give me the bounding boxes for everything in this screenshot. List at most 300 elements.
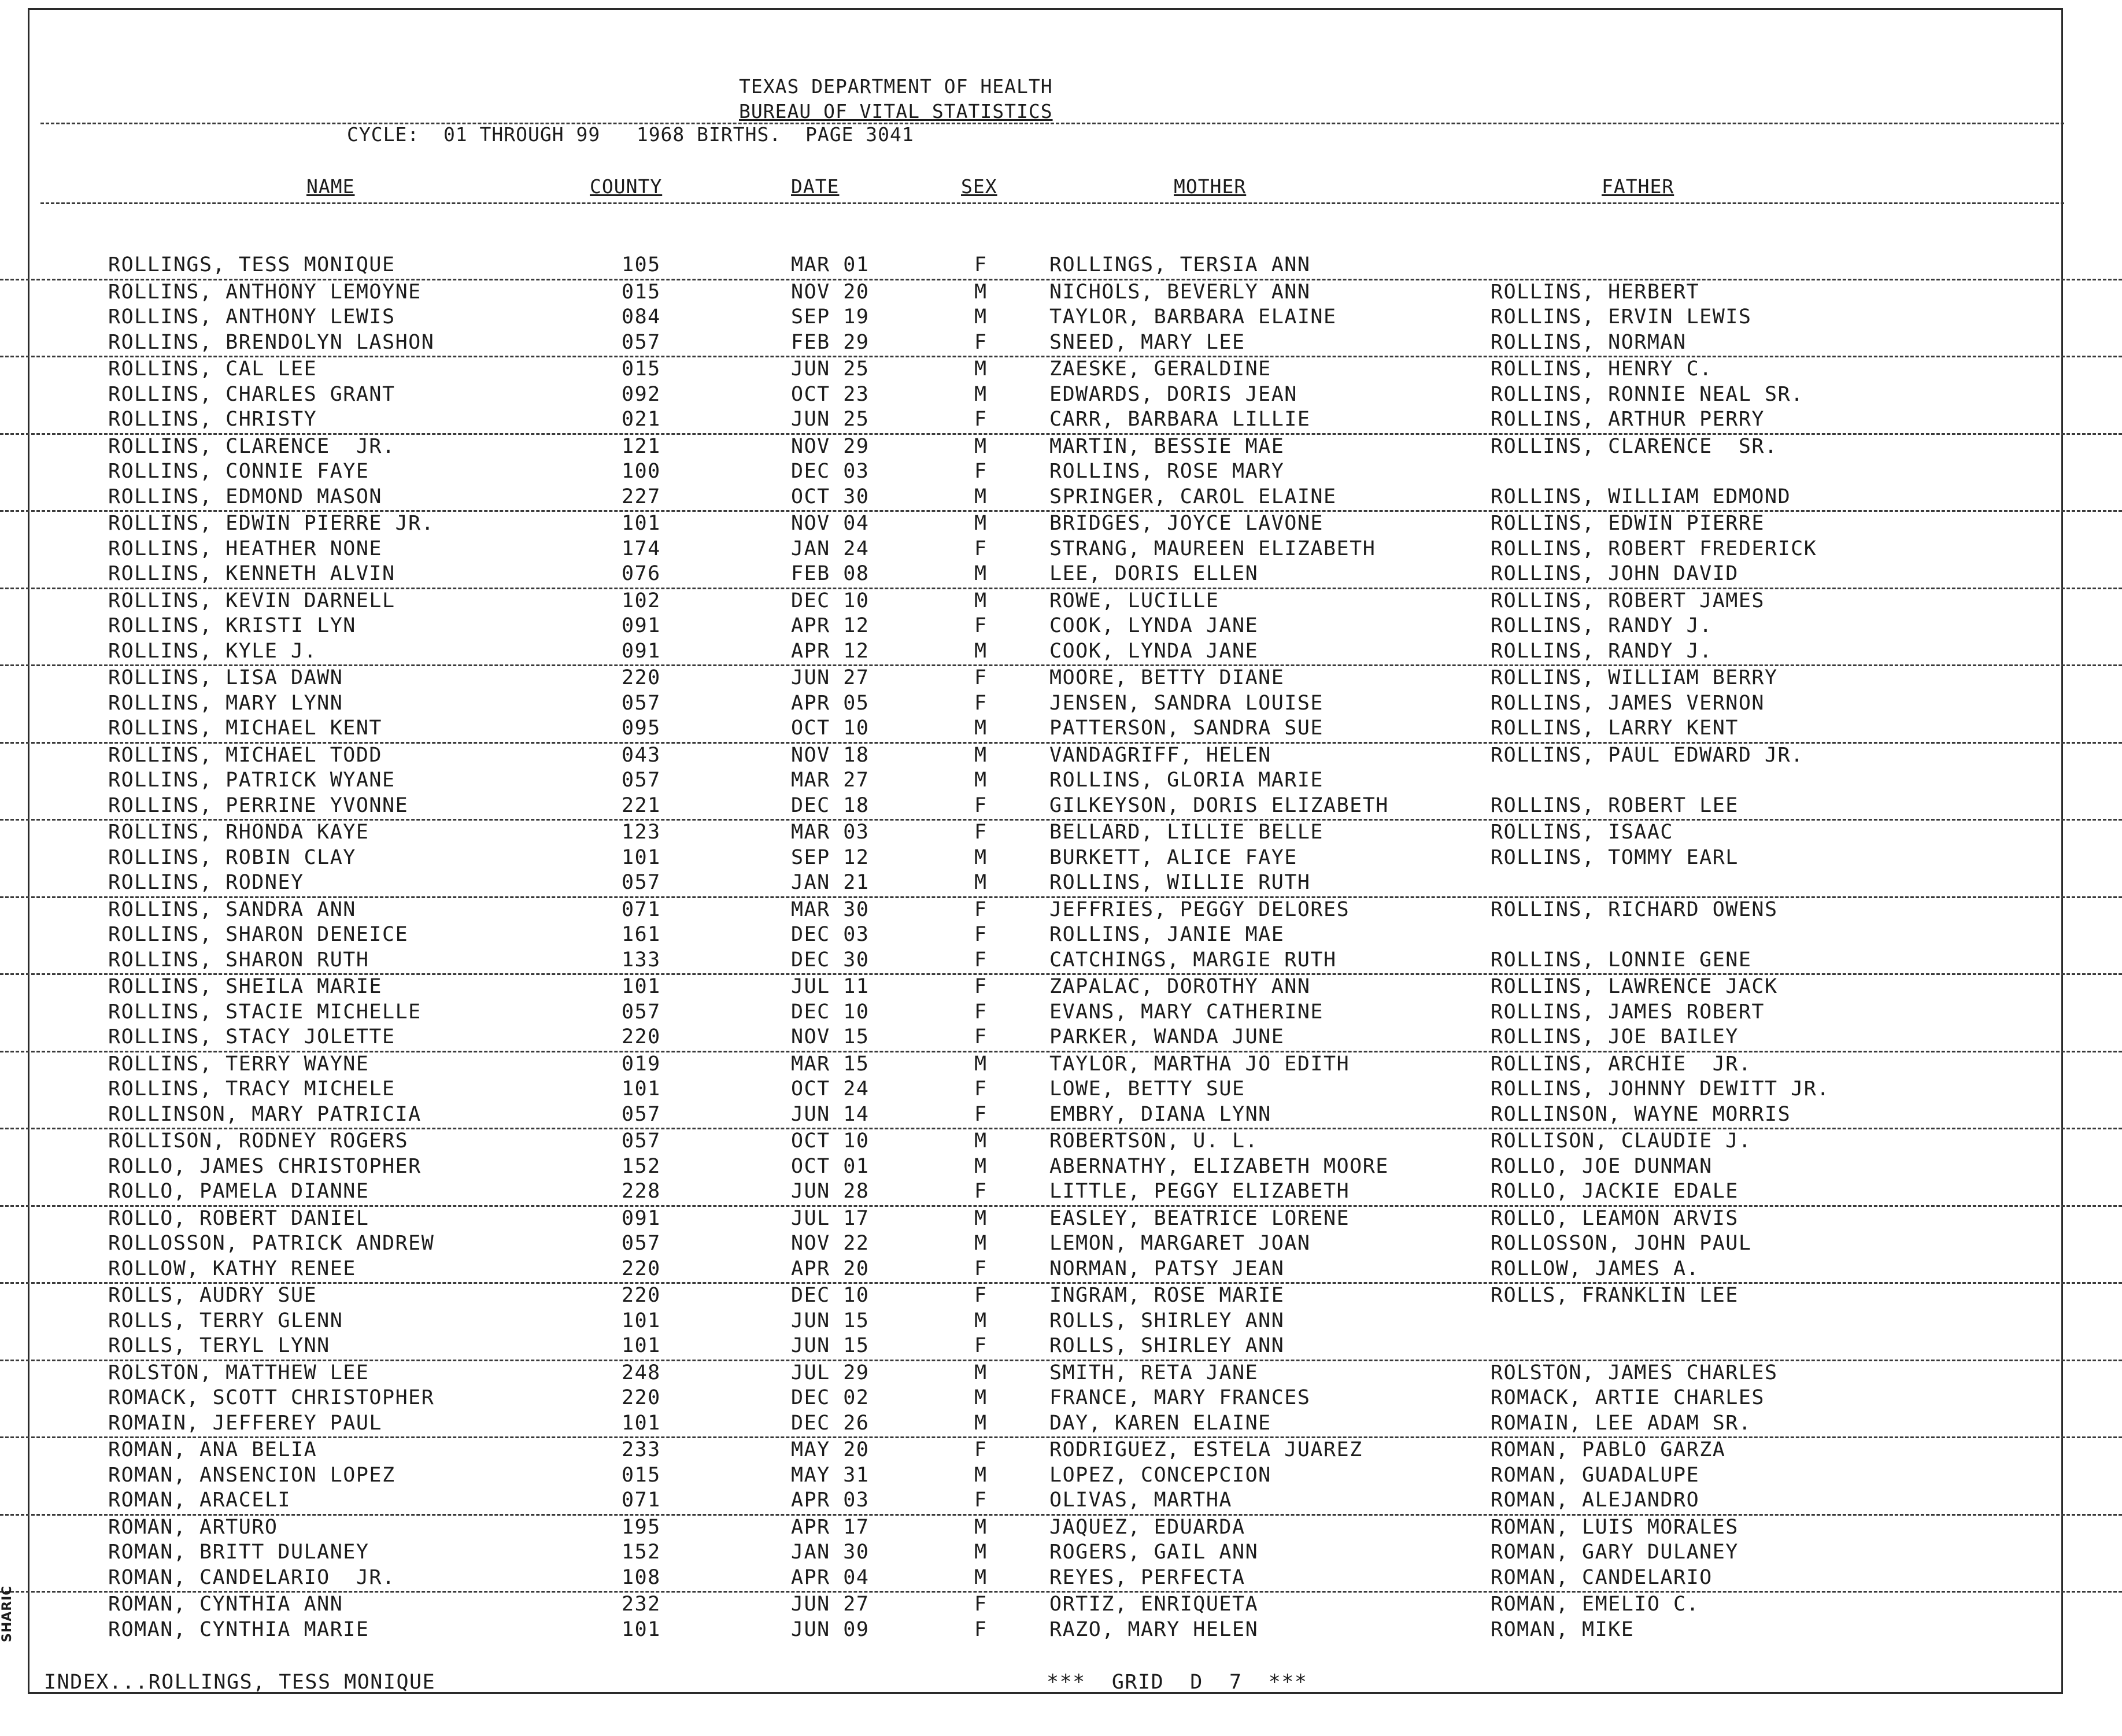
- record-county: 015: [622, 1463, 661, 1487]
- record-sex: F: [974, 1438, 988, 1461]
- record-name: ROMAN, CANDELARIO JR.: [108, 1565, 395, 1589]
- record-row: [0, 253, 2122, 280]
- record-date: OCT 24: [791, 1077, 870, 1100]
- record-sex: M: [974, 845, 988, 869]
- record-date: NOV 15: [791, 1025, 870, 1048]
- record-row: [0, 1516, 2122, 1541]
- record-row: [0, 846, 2122, 871]
- record-date: MAY 31: [791, 1463, 870, 1487]
- record-date: NOV 04: [791, 512, 870, 535]
- record-sex: F: [974, 1488, 988, 1512]
- record-sex: F: [974, 330, 988, 354]
- record-father: ROLLINS, HERBERT: [1491, 280, 1700, 304]
- record-mother: EASLEY, BEATRICE LORENE: [1049, 1206, 1350, 1230]
- record-row: [0, 1618, 2122, 1643]
- record-name: ROLLINS, ANTHONY LEWIS: [108, 305, 395, 328]
- record-mother: EDWARDS, DORIS JEAN: [1049, 382, 1297, 406]
- record-sex: M: [974, 305, 988, 328]
- record-county: 057: [622, 769, 661, 792]
- record-county: 101: [622, 1309, 661, 1332]
- record-sex: F: [974, 1000, 988, 1024]
- record-sex: F: [974, 1257, 988, 1280]
- record-name: ROLLS, TERYL LYNN: [108, 1334, 330, 1357]
- record-father: ROLSTON, JAMES CHARLES: [1491, 1361, 1778, 1384]
- record-county: 161: [622, 923, 661, 946]
- record-mother: MARTIN, BESSIE MAE: [1049, 434, 1285, 458]
- record-name: ROLLINS, RODNEY: [108, 871, 304, 894]
- record-mother: SNEED, MARY LEE: [1049, 330, 1245, 354]
- record-father: ROLLINS, LARRY KENT: [1491, 716, 1739, 740]
- record-mother: ROLLS, SHIRLEY ANN: [1049, 1334, 1285, 1357]
- record-sex: M: [974, 1515, 988, 1539]
- record-mother: LOPEZ, CONCEPCION: [1049, 1463, 1271, 1487]
- record-father: ROLLINSON, WAYNE MORRIS: [1491, 1102, 1791, 1126]
- record-sex: M: [974, 512, 988, 535]
- record-county: 057: [622, 691, 661, 715]
- record-row: [0, 923, 2122, 948]
- record-row: [0, 1207, 2122, 1232]
- record-date: DEC 10: [791, 1284, 870, 1307]
- record-date: DEC 10: [791, 1000, 870, 1024]
- record-mother: NICHOLS, BEVERLY ANN: [1049, 280, 1311, 304]
- grid-footer: *** GRID D 7 ***: [1047, 1671, 1308, 1694]
- record-name: ROLLINS, STACY JOLETTE: [108, 1025, 395, 1048]
- record-row: [0, 692, 2122, 717]
- record-sex: F: [974, 537, 988, 560]
- record-mother: EVANS, MARY CATHERINE: [1049, 1000, 1324, 1024]
- record-father: ROLLINS, EDWIN PIERRE: [1491, 512, 1765, 535]
- record-sex: F: [974, 408, 988, 431]
- record-mother: ABERNATHY, ELIZABETH MOORE: [1049, 1154, 1389, 1178]
- record-date: DEC 26: [791, 1411, 870, 1435]
- record-sex: F: [974, 253, 988, 276]
- record-mother: EMBRY, DIANA LYNN: [1049, 1102, 1271, 1126]
- record-sex: F: [974, 666, 988, 689]
- record-sex: F: [974, 1077, 988, 1100]
- record-county: 195: [622, 1515, 661, 1539]
- record-name: ROLLINS, ROBIN CLAY: [108, 845, 356, 869]
- record-name: ROLLOW, KATHY RENEE: [108, 1257, 356, 1280]
- record-mother: BELLARD, LILLIE BELLE: [1049, 821, 1324, 844]
- cycle-line: CYCLE: 01 THROUGH 99 1968 BIRTHS. PAGE 3041: [347, 123, 914, 146]
- record-row: [0, 975, 2122, 1000]
- record-sex: M: [974, 1154, 988, 1178]
- record-mother: REYES, PERFECTA: [1049, 1565, 1245, 1589]
- record-row: [0, 357, 2122, 383]
- record-name: ROLLINS, ANTHONY LEMOYNE: [108, 280, 422, 304]
- record-date: DEC 30: [791, 948, 870, 972]
- record-father: ROLLINS, ROBERT LEE: [1491, 793, 1739, 817]
- birth-records-table: [0, 253, 2122, 1643]
- record-father: ROMAN, ALEJANDRO: [1491, 1488, 1700, 1512]
- record-father: ROLLINS, JOHN DAVID: [1491, 562, 1739, 585]
- record-county: 221: [622, 793, 661, 817]
- record-name: ROLLINS, MARY LYNN: [108, 691, 343, 715]
- column-header-mother: MOTHER: [1174, 175, 1247, 198]
- record-father: ROMAN, PABLO GARZA: [1491, 1438, 1726, 1461]
- record-mother: TAYLOR, MARTHA JO EDITH: [1049, 1052, 1350, 1076]
- record-row: [0, 614, 2122, 640]
- record-sex: M: [974, 1206, 988, 1230]
- record-name: ROLLS, AUDRY SUE: [108, 1284, 317, 1307]
- record-date: FEB 29: [791, 330, 870, 354]
- column-header-sex: SEX: [961, 175, 997, 198]
- record-sex: M: [974, 485, 988, 508]
- record-row: [0, 1412, 2122, 1439]
- record-sex: M: [974, 1052, 988, 1076]
- record-row: [0, 1566, 2122, 1593]
- record-sex: M: [974, 1565, 988, 1589]
- record-county: 228: [622, 1180, 661, 1203]
- record-mother: LITTLE, PEGGY ELIZABETH: [1049, 1180, 1350, 1203]
- record-county: 220: [622, 1257, 661, 1280]
- record-sex: M: [974, 382, 988, 406]
- record-row: [0, 898, 2122, 924]
- record-father: ROMAN, EMELIO C.: [1491, 1593, 1700, 1616]
- record-row: [0, 1386, 2122, 1412]
- record-row: [0, 1025, 2122, 1052]
- record-sex: F: [974, 793, 988, 817]
- record-sex: F: [974, 948, 988, 972]
- record-sex: M: [974, 743, 988, 767]
- record-sex: M: [974, 589, 988, 612]
- record-sex: F: [974, 897, 988, 921]
- record-mother: LEMON, MARGARET JOAN: [1049, 1232, 1311, 1255]
- column-header-name: NAME: [306, 175, 355, 198]
- record-county: 133: [622, 948, 661, 972]
- record-name: ROLLINS, EDMOND MASON: [108, 485, 383, 508]
- record-mother: ORTIZ, ENRIQUETA: [1049, 1593, 1259, 1616]
- record-date: MAR 30: [791, 897, 870, 921]
- record-county: 043: [622, 743, 661, 767]
- record-father: ROLLINS, RICHARD OWENS: [1491, 897, 1778, 921]
- record-father: ROLLOSSON, JOHN PAUL: [1491, 1232, 1752, 1255]
- record-father: ROLLINS, CLARENCE SR.: [1491, 434, 1778, 458]
- record-county: 121: [622, 434, 661, 458]
- record-county: 101: [622, 845, 661, 869]
- record-row: [0, 537, 2122, 563]
- record-date: JUN 15: [791, 1309, 870, 1332]
- record-date: JAN 30: [791, 1541, 870, 1564]
- record-date: NOV 29: [791, 434, 870, 458]
- record-name: ROLLINS, MICHAEL KENT: [108, 716, 383, 740]
- record-father: ROMAN, CANDELARIO: [1491, 1565, 1713, 1589]
- column-header-father: FATHER: [1602, 175, 1674, 198]
- record-name: ROLLO, ROBERT DANIEL: [108, 1206, 369, 1230]
- record-date: DEC 10: [791, 589, 870, 612]
- record-row: [0, 666, 2122, 692]
- record-name: ROLLINS, STACIE MICHELLE: [108, 1000, 422, 1024]
- record-father: ROLLINS, ISAAC: [1491, 821, 1674, 844]
- record-mother: ROLLINS, JANIE MAE: [1049, 923, 1285, 946]
- record-date: APR 12: [791, 639, 870, 663]
- record-date: OCT 10: [791, 716, 870, 740]
- record-name: ROLLISON, RODNEY ROGERS: [108, 1129, 409, 1153]
- record-name: ROMACK, SCOTT CHRISTOPHER: [108, 1386, 435, 1409]
- record-sex: M: [974, 1232, 988, 1255]
- record-row: [0, 1593, 2122, 1618]
- record-mother: ZAPALAC, DOROTHY ANN: [1049, 975, 1311, 998]
- record-date: APR 03: [791, 1488, 870, 1512]
- record-date: NOV 22: [791, 1232, 870, 1255]
- record-sex: F: [974, 1617, 988, 1641]
- record-date: JUN 15: [791, 1334, 870, 1357]
- record-row: [0, 1155, 2122, 1180]
- record-mother: ROLLINS, GLORIA MARIE: [1049, 769, 1324, 792]
- record-row: [0, 948, 2122, 976]
- record-row: [0, 744, 2122, 769]
- record-sex: M: [974, 1361, 988, 1384]
- record-mother: ROLLINS, ROSE MARY: [1049, 460, 1285, 483]
- record-father: ROLLINS, LONNIE GENE: [1491, 948, 1752, 972]
- record-sex: M: [974, 280, 988, 304]
- record-row: [0, 1541, 2122, 1566]
- record-date: JUN 27: [791, 1593, 870, 1616]
- record-row: [0, 794, 2122, 821]
- record-county: 174: [622, 537, 661, 560]
- record-county: 233: [622, 1438, 661, 1461]
- record-father: ROLLOW, JAMES A.: [1491, 1257, 1700, 1280]
- record-name: ROLLINS, SHARON DENEICE: [108, 923, 409, 946]
- record-father: ROLLISON, CLAUDIE J.: [1491, 1129, 1752, 1153]
- record-mother: COOK, LYNDA JANE: [1049, 614, 1259, 637]
- record-mother: COOK, LYNDA JANE: [1049, 639, 1259, 663]
- record-mother: ROBERTSON, U. L.: [1049, 1129, 1259, 1153]
- record-row: [0, 1103, 2122, 1130]
- record-mother: DAY, KAREN ELAINE: [1049, 1411, 1271, 1435]
- record-county: 091: [622, 1206, 661, 1230]
- record-mother: LOWE, BETTY SUE: [1049, 1077, 1245, 1100]
- record-sex: F: [974, 460, 988, 483]
- record-row: [0, 1180, 2122, 1207]
- record-county: 057: [622, 1232, 661, 1255]
- record-date: OCT 10: [791, 1129, 870, 1153]
- record-name: ROLLINS, SHARON RUTH: [108, 948, 369, 972]
- record-father: ROLLINS, ROBERT JAMES: [1491, 589, 1765, 612]
- record-name: ROLSTON, MATTHEW LEE: [108, 1361, 369, 1384]
- record-row: [0, 305, 2122, 331]
- record-name: ROLLOSSON, PATRICK ANDREW: [108, 1232, 435, 1255]
- record-date: MAR 15: [791, 1052, 870, 1076]
- record-county: 232: [622, 1593, 661, 1616]
- record-date: OCT 01: [791, 1154, 870, 1178]
- record-row: [0, 1000, 2122, 1026]
- record-row: [0, 1438, 2122, 1464]
- record-name: ROLLINS, KYLE J.: [108, 639, 317, 663]
- record-row: [0, 383, 2122, 408]
- record-mother: RAZO, MARY HELEN: [1049, 1617, 1259, 1641]
- record-row: [0, 1129, 2122, 1155]
- record-row: [0, 1077, 2122, 1103]
- record-date: FEB 08: [791, 562, 870, 585]
- record-name: ROLLINS, PERRINE YVONNE: [108, 793, 409, 817]
- record-mother: SPRINGER, CAROL ELAINE: [1049, 485, 1337, 508]
- record-date: MAR 01: [791, 253, 870, 276]
- record-row: [0, 1052, 2122, 1078]
- record-sex: F: [974, 923, 988, 946]
- record-mother: CARR, BARBARA LILLIE: [1049, 408, 1311, 431]
- record-name: ROMAN, ARTURO: [108, 1515, 278, 1539]
- record-row: [0, 435, 2122, 460]
- record-father: ROMACK, ARTIE CHARLES: [1491, 1386, 1765, 1409]
- record-sex: F: [974, 691, 988, 715]
- record-date: OCT 30: [791, 485, 870, 508]
- record-county: 227: [622, 485, 661, 508]
- record-mother: INGRAM, ROSE MARIE: [1049, 1284, 1285, 1307]
- record-father: ROLLINS, RANDY J.: [1491, 639, 1713, 663]
- record-date: JUN 27: [791, 666, 870, 689]
- record-county: 071: [622, 897, 661, 921]
- record-row: [0, 1361, 2122, 1387]
- record-date: APR 17: [791, 1515, 870, 1539]
- record-mother: BRIDGES, JOYCE LAVONE: [1049, 512, 1324, 535]
- record-row: [0, 1334, 2122, 1361]
- record-father: ROLLINS, ARCHIE JR.: [1491, 1052, 1752, 1076]
- record-sex: F: [974, 1102, 988, 1126]
- side-label: SHARIC: [0, 1585, 14, 1642]
- record-county: 092: [622, 382, 661, 406]
- record-father: ROLLINS, LAWRENCE JACK: [1491, 975, 1778, 998]
- record-date: JUN 28: [791, 1180, 870, 1203]
- record-mother: ROGERS, GAIL ANN: [1049, 1541, 1259, 1564]
- record-name: ROLLO, PAMELA DIANNE: [108, 1180, 369, 1203]
- record-mother: PARKER, WANDA JUNE: [1049, 1025, 1285, 1048]
- department-title: TEXAS DEPARTMENT OF HEALTH: [739, 75, 1053, 98]
- record-mother: OLIVAS, MARTHA: [1049, 1488, 1233, 1512]
- record-county: 105: [622, 253, 661, 276]
- record-mother: CATCHINGS, MARGIE RUTH: [1049, 948, 1337, 972]
- record-sex: F: [974, 1334, 988, 1357]
- record-mother: GILKEYSON, DORIS ELIZABETH: [1049, 793, 1389, 817]
- record-name: ROLLINS, RHONDA KAYE: [108, 821, 369, 844]
- record-mother: RODRIGUEZ, ESTELA JUAREZ: [1049, 1438, 1363, 1461]
- record-name: ROMAIN, JEFFEREY PAUL: [108, 1411, 383, 1435]
- record-row: [0, 871, 2122, 898]
- record-sex: M: [974, 871, 988, 894]
- record-date: SEP 12: [791, 845, 870, 869]
- record-father: ROLLINS, TOMMY EARL: [1491, 845, 1739, 869]
- record-father: ROLLINS, JAMES VERNON: [1491, 691, 1765, 715]
- record-date: DEC 03: [791, 923, 870, 946]
- record-sex: M: [974, 434, 988, 458]
- record-father: ROLLINS, ROBERT FREDERICK: [1491, 537, 1817, 560]
- record-row: [0, 562, 2122, 589]
- record-row: [0, 821, 2122, 846]
- record-county: 057: [622, 330, 661, 354]
- record-mother: JAQUEZ, EDUARDA: [1049, 1515, 1245, 1539]
- record-date: JUN 25: [791, 357, 870, 381]
- column-header-date: DATE: [791, 175, 840, 198]
- record-row: [0, 1284, 2122, 1309]
- record-row: [0, 1488, 2122, 1516]
- index-footer: INDEX...ROLLINGS, TESS MONIQUE: [44, 1671, 436, 1694]
- record-name: ROLLINS, SHEILA MARIE: [108, 975, 383, 998]
- record-mother: STRANG, MAUREEN ELIZABETH: [1049, 537, 1376, 560]
- record-mother: NORMAN, PATSY JEAN: [1049, 1257, 1285, 1280]
- record-name: ROLLINS, TERRY WAYNE: [108, 1052, 369, 1076]
- record-date: DEC 18: [791, 793, 870, 817]
- record-sex: F: [974, 1025, 988, 1048]
- record-name: ROLLINSON, MARY PATRICIA: [108, 1102, 422, 1126]
- record-row: [0, 408, 2122, 435]
- record-date: DEC 03: [791, 460, 870, 483]
- record-father: ROLLINS, ARTHUR PERRY: [1491, 408, 1765, 431]
- record-name: ROMAN, ANA BELIA: [108, 1438, 317, 1461]
- record-father: ROLLINS, JOHNNY DEWITT JR.: [1491, 1077, 1830, 1100]
- record-county: 152: [622, 1154, 661, 1178]
- record-sex: M: [974, 1386, 988, 1409]
- record-sex: F: [974, 975, 988, 998]
- record-sex: F: [974, 614, 988, 637]
- record-row: [0, 1232, 2122, 1257]
- record-county: 220: [622, 1025, 661, 1048]
- record-name: ROLLINS, KRISTI LYN: [108, 614, 356, 637]
- record-father: ROLLINS, JOE BAILEY: [1491, 1025, 1739, 1048]
- record-county: 101: [622, 1077, 661, 1100]
- record-mother: PATTERSON, SANDRA SUE: [1049, 716, 1324, 740]
- record-name: ROMAN, BRITT DULANEY: [108, 1541, 369, 1564]
- record-county: 101: [622, 975, 661, 998]
- record-mother: BURKETT, ALICE FAYE: [1049, 845, 1297, 869]
- record-father: ROLLO, LEAMON ARVIS: [1491, 1206, 1739, 1230]
- record-father: ROMAN, GUADALUPE: [1491, 1463, 1700, 1487]
- record-mother: TAYLOR, BARBARA ELAINE: [1049, 305, 1337, 328]
- record-date: JAN 24: [791, 537, 870, 560]
- record-father: ROMAN, LUIS MORALES: [1491, 1515, 1739, 1539]
- record-date: JUN 25: [791, 408, 870, 431]
- record-name: ROLLINS, CONNIE FAYE: [108, 460, 369, 483]
- record-county: 220: [622, 1284, 661, 1307]
- record-name: ROLLINS, TRACY MICHELE: [108, 1077, 395, 1100]
- record-row: [0, 589, 2122, 615]
- record-row: [0, 769, 2122, 794]
- record-date: JUN 09: [791, 1617, 870, 1641]
- record-county: 057: [622, 871, 661, 894]
- record-father: ROLLINS, RANDY J.: [1491, 614, 1713, 637]
- record-date: DEC 02: [791, 1386, 870, 1409]
- record-date: OCT 23: [791, 382, 870, 406]
- record-date: APR 05: [791, 691, 870, 715]
- record-county: 123: [622, 821, 661, 844]
- record-name: ROLLINS, SANDRA ANN: [108, 897, 356, 921]
- record-row: [0, 460, 2122, 485]
- record-date: APR 12: [791, 614, 870, 637]
- record-row: [0, 1309, 2122, 1335]
- record-mother: JENSEN, SANDRA LOUISE: [1049, 691, 1324, 715]
- record-county: 220: [622, 666, 661, 689]
- record-father: ROMAIN, LEE ADAM SR.: [1491, 1411, 1752, 1435]
- record-county: 084: [622, 305, 661, 328]
- record-mother: ZAESKE, GERALDINE: [1049, 357, 1271, 381]
- record-name: ROLLINS, KENNETH ALVIN: [108, 562, 395, 585]
- record-father: ROMAN, MIKE: [1491, 1617, 1635, 1641]
- record-row: [0, 1464, 2122, 1489]
- record-date: MAR 03: [791, 821, 870, 844]
- record-name: ROLLS, TERRY GLENN: [108, 1309, 343, 1332]
- record-name: ROMAN, CYNTHIA ANN: [108, 1593, 343, 1616]
- record-father: ROLLINS, PAUL EDWARD JR.: [1491, 743, 1804, 767]
- record-sex: M: [974, 357, 988, 381]
- record-father: ROLLS, FRANKLIN LEE: [1491, 1284, 1739, 1307]
- record-mother: MOORE, BETTY DIANE: [1049, 666, 1285, 689]
- record-name: ROMAN, CYNTHIA MARIE: [108, 1617, 369, 1641]
- record-row: [0, 512, 2122, 537]
- record-sex: M: [974, 716, 988, 740]
- record-date: JUN 14: [791, 1102, 870, 1126]
- record-county: 021: [622, 408, 661, 431]
- record-father: ROLLINS, ERVIN LEWIS: [1491, 305, 1752, 328]
- record-sex: F: [974, 821, 988, 844]
